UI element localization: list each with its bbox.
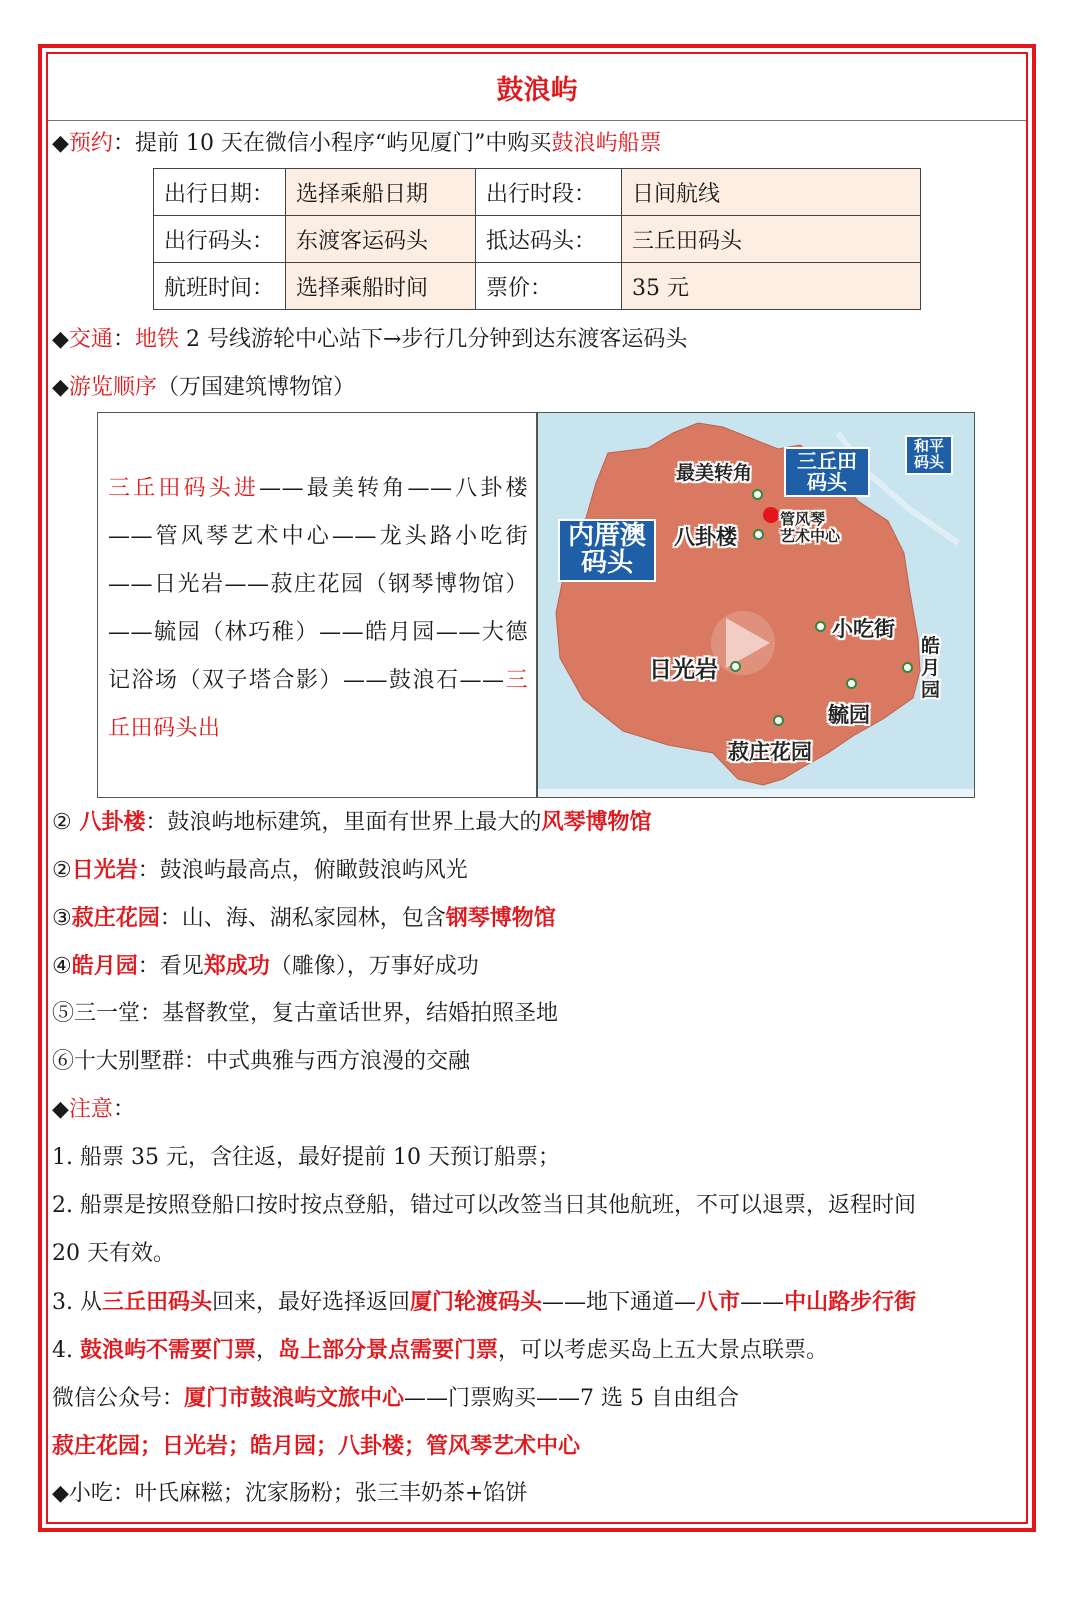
spot-name: 菽庄花园	[71, 905, 160, 931]
spot-name: 皓月园	[71, 953, 138, 979]
spot-name: 日光岩	[71, 857, 138, 883]
map-pin-icon	[730, 661, 741, 672]
tour-order-line	[52, 373, 355, 403]
transport-label: 交通	[68, 327, 113, 352]
table-row	[154, 216, 921, 263]
table-cell: 三丘田码头	[622, 216, 921, 263]
booking-text: 提前 10 天在微信小程序“屿见厦门”中购买	[134, 131, 552, 156]
snacks-text: 小吃：叶氏麻糍；沈家肠粉；张三丰奶茶+馅饼	[68, 1481, 528, 1506]
location-dot-icon	[763, 507, 779, 523]
spot-line: ② 八卦楼：鼓浪屿地标建筑，里面有世界上最大的风琴博物馆	[52, 809, 652, 835]
table-cell: 出行日期：	[154, 169, 286, 216]
transport-text: 2 号线游轮中心站下→步行几分钟到达东渡客运码头	[178, 327, 688, 352]
spot-line: ③菽庄花园：山、海、湖私家园林，包含钢琴博物馆	[52, 905, 556, 931]
map-label-guanfengqin: 管风琴 艺术中心	[780, 510, 841, 545]
spot-line: ②日光岩：鼓浪屿最高点，俯瞰鼓浪屿风光	[52, 857, 468, 883]
bottom-strip	[538, 789, 975, 798]
notes-label: 注意	[68, 1097, 113, 1122]
route-box	[97, 412, 537, 798]
route-text	[108, 465, 528, 753]
map-label-sanqiutian: 三丘田 码头	[784, 447, 870, 497]
title-row	[48, 54, 1026, 121]
bullet-icon: ◆	[52, 1097, 69, 1122]
wechat-line: 微信公众号：厦门市鼓浪屿文旅中心——门票购买——7 选 5 自由组合	[52, 1385, 740, 1411]
table-row	[154, 169, 921, 216]
booking-line: ◆预约：提前 10 天在微信小程序“屿见厦门”中购买鼓浪屿船票	[52, 131, 662, 156]
map-pin-icon	[902, 662, 913, 673]
map-pin-icon	[815, 621, 826, 632]
map-label-riguangyan: 日光岩	[649, 657, 718, 683]
tour-order-text: （万国建筑博物馆）	[156, 375, 355, 400]
tour-order-label: 游览顺序	[68, 375, 157, 400]
map-pin-icon	[773, 715, 784, 726]
island-map	[537, 412, 975, 798]
spot-line: ⑥十大别墅群：中式典雅与西方浪漫的交融	[52, 1049, 471, 1074]
bullet-icon: ◆	[52, 327, 69, 352]
table-cell: 选择乘船时间	[286, 263, 476, 310]
bullet-icon: ◆	[52, 375, 69, 400]
map-pin-icon	[753, 529, 764, 540]
map-pin-icon	[846, 678, 857, 689]
map-label-xiaochijie: 小吃街	[832, 617, 895, 641]
table-cell: 选择乘船日期	[286, 169, 476, 216]
page-title: 鼓浪屿	[496, 75, 578, 106]
note-4: 4. 鼓浪屿不需要门票，岛上部分景点需要门票，可以考虑买岛上五大景点联票。	[52, 1337, 829, 1363]
spot-name: 八卦楼	[71, 809, 146, 835]
table-cell: 抵达码头：	[476, 216, 622, 263]
route-middle: ——最美转角——八卦楼——管风琴艺术中心——龙头路小吃街——日光岩——菽庄花园（钢琴博物馆）——毓园（林巧稚）——皓月园——大德记浴场（双子塔合影）——鼓浪石——	[108, 476, 528, 693]
note-2-cont: 20 天有效。	[52, 1241, 175, 1266]
note-3: 3. 从三丘田码头回来，最好选择返回厦门轮渡码头——地下通道—八市——中山路步行街	[52, 1289, 917, 1315]
snacks-line	[52, 1479, 527, 1509]
transport-line: ◆交通：地铁 2 号线游轮中心站下→步行几分钟到达东渡客运码头	[52, 327, 688, 352]
bullet-icon: ◆	[52, 1481, 69, 1506]
table-cell: 航班时间：	[154, 263, 286, 310]
booking-label: 预约	[68, 131, 113, 156]
table-cell: 出行时段：	[476, 169, 622, 216]
booking-highlight: 鼓浪屿船票	[551, 131, 662, 156]
note-1: 1. 船票 35 元，含往返，最好提前 10 天预订船票；	[52, 1145, 560, 1170]
table-cell: 票价：	[476, 263, 622, 310]
table-cell: 出行码头：	[154, 216, 286, 263]
map-label-shuzhuang: 菽庄花园	[728, 740, 812, 764]
spot-line: ⑤三一堂：基督教堂，复古童话世界，结婚拍照圣地	[52, 1001, 559, 1026]
route-start: 三丘田码头进	[108, 476, 260, 501]
map-label-yuyuan: 毓园	[828, 703, 870, 727]
table-row	[154, 263, 921, 310]
transport-highlight: 地铁	[134, 327, 179, 352]
note-2: 2. 船票是按照登船口按时按点登船，错过可以改签当日其他航班，不可以退票，返程时间	[52, 1193, 916, 1218]
play-icon-ring	[711, 611, 775, 675]
route-end: 三丘田码头出	[108, 668, 528, 741]
map-label-neicuoao: 内厝澳 码头	[558, 519, 656, 582]
table-cell: 日间航线	[622, 169, 921, 216]
map-label-zuimei: 最美转角	[676, 462, 753, 484]
map-label-bagualou: 八卦楼	[674, 525, 737, 549]
spot-line: ④皓月园：看见郑成功（雕像），万事好成功	[52, 953, 479, 979]
map-label-heping: 和平 码头	[905, 435, 953, 475]
map-pin-icon	[752, 489, 763, 500]
table-cell: 35 元	[622, 263, 921, 310]
notes-heading: ◆注意：	[52, 1097, 135, 1122]
table-cell: 东渡客运码头	[286, 216, 476, 263]
map-label-haoyue: 皓 月 园	[921, 635, 941, 701]
ferry-table	[153, 168, 921, 310]
bullet-icon: ◆	[52, 131, 69, 156]
five-spots-line: 菽庄花园；日光岩；皓月园；八卦楼；管风琴艺术中心	[52, 1433, 581, 1459]
